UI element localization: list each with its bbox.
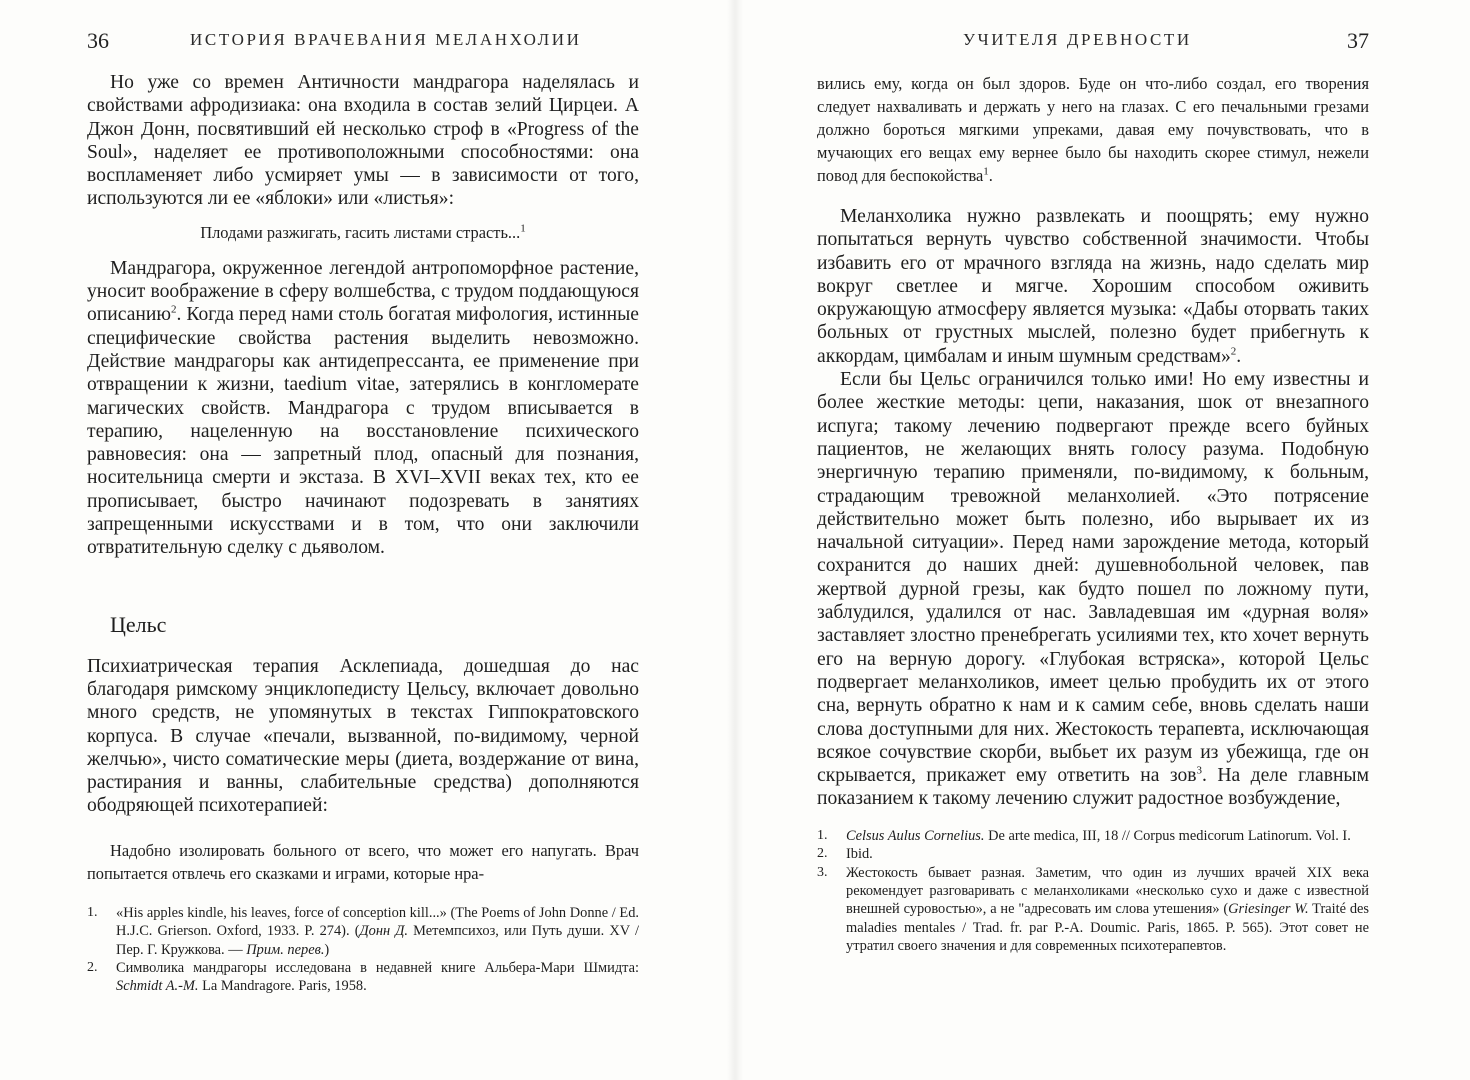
- paragraph: [817, 368, 1369, 811]
- paragraph: [87, 655, 639, 818]
- page-number: 36: [87, 28, 109, 53]
- footnote-text: Ibid.: [846, 846, 873, 863]
- footnote-text: Celsus Aulus Cornelius. De arte medica, III, 18 // Corpus medicorum Latinorum. Vol. I.: [846, 827, 1351, 844]
- footnotes: [87, 904, 639, 996]
- paragraph-text: . На деле главным показанием к такому лечению служит радостное возбуждение,: [817, 765, 1369, 810]
- right-page: [735, 0, 1470, 1080]
- footnote-ref[interactable]: 3: [1196, 764, 1203, 777]
- paragraph-text: Меланхолика нужно развлекать и поощрять; ему нужно попытаться вернуть чувство собственной значимости. Чтобы избавить его от мрачного взгляда на жизнь, надо сделать мир вокруг светлее и мягче. Хорошим способом оживить окружающую атмосферу является музыка: «Дабы оторвать таких больных от грустных мыслей, полезно будет прибегнуть к аккордам, цимбалам и иным шумным средствам»: [817, 206, 1369, 367]
- footnote-text: Жестокость бывает разная. Заметим, что один из лучших врачей XIX века рекомендует разговаривать с меланхоликами «несколько сухо и даже с известной внешней суровостью», а не "адресовать им слова утешения» (Griesinger W. Traité des maladies mentales / Trad. fr. par P.-A. Doumic. Paris, 1865. P. 565). Этот совет не утратил своего значения и для современных психотерапевтов.: [846, 864, 1370, 955]
- footnote-number: 2.: [87, 959, 98, 975]
- verse-quote: [87, 222, 639, 244]
- paragraph-text: Но уже со времен Античности мандрагора наделялась и свойствами афродизиака: она входила в состав зелий Цирцеи. А Джон Донн, посвятивший ей несколько строф в «Progress of the Soul», наделяет ее противоположными способностями: она воспламеняет либо усмиряет умы — в зависимости от того, используются ли ее «яблоки» или «листья»:: [87, 72, 639, 210]
- footnote: [817, 827, 1369, 845]
- block-quote: [817, 72, 1369, 187]
- footnote: [817, 845, 1369, 863]
- quote-text: вились ему, когда он был здоров. Буде он что-либо создал, его творения следует нахваливать и держать у него на глазах. С его печальными грезами должно бороться мягкими упреками, давая ему почувствовать, что в мучающих его вещах ему вернее было бы находить скорее стимул, нежели повод для беспокойства$^1$.: [817, 74, 1369, 185]
- section-heading: Цельс: [110, 611, 167, 637]
- verse-text: Плодами разжигать, гасить листами страсть...: [200, 222, 521, 242]
- footnote: [87, 904, 639, 959]
- footnote-text: «His apples kindle, his leaves, force of conception kill...» (The Poems of John Donne / Ed. H.J.C. Grierson. Oxford, 1933. P. 274). (Донн Д. Метемпсихоз, или Путь души. XV / Пер. Г. Кружкова. — Прим. перев.): [116, 904, 640, 958]
- footnote: [817, 864, 1369, 956]
- block-quote: [87, 839, 639, 885]
- left-page-content: [87, 71, 639, 996]
- right-page-content: [817, 71, 1369, 956]
- running-head: ИСТОРИЯ ВРАЧЕВАНИЯ МЕЛАНХОЛИИ: [190, 30, 582, 49]
- quote-text: Надобно изолировать больного от всего, что может его напугать. Врач попытается отвлечь его сказками и играми, которые нра-: [87, 840, 639, 883]
- running-head: УЧИТЕЛЯ ДРЕВНОСТИ: [963, 30, 1192, 49]
- footnote-ref[interactable]: 1: [983, 165, 989, 178]
- footnotes: [817, 827, 1369, 956]
- paragraph-text: Мандрагора, окруженное легендой антропоморфное растение, уносит воображение в сферу волшебства, с трудом поддающуюся описанию: [87, 257, 639, 326]
- footnote-number: 2.: [817, 846, 828, 862]
- footnote-text: Символика мандрагоры исследована в недавней книге Альбера-Мари Шмидта: Schmidt A.-M. La Mandragore. Paris, 1958.: [116, 959, 639, 995]
- footnote-ref[interactable]: 1: [520, 222, 526, 235]
- page-number: 37: [1347, 28, 1369, 53]
- footnote-number: 1.: [817, 827, 828, 843]
- paragraph-text: Психиатрическая терапия Асклепиада, дошедшая до нас благодаря римскому энциклопедисту Цельсу, включает довольно много средств, не упомянутых в текстах Гиппократовского корпуса. В случае «печали, вызванной, по-видимому, черной желчью», чисто соматические меры (диета, воздержание от вина, растирания и ванны, слабительные средства) дополняются ободряющей психотерапией:: [87, 655, 639, 817]
- paragraph: [87, 71, 639, 211]
- paragraph: Меланхолика нужно развлекать и поощрять; ему нужно попытаться вернуть чувство собственной значимости. Чтобы избавить его от мрачного взгляда на жизнь, надо сделать мир вокруг светлее и мягче. Хорошим способом оживить окружающую атмосферу является музыка: «Дабы оторвать таких больных от грустных мыслей, полезно будет прибегнуть к аккордам, цимбалам и иным шумным средствам»$^2$.: [817, 206, 1369, 367]
- footnote-ref[interactable]: 2: [171, 303, 177, 316]
- paragraph-text: . Когда перед нами столь богатая мифология, истинные специфические свойства растения выделить невозможно. Действие мандрагоры как антидепрессанта, ее применение при отвращении к жизни, taedium vitae, затерялись в конгломерате магических свойств. Мандрагора с трудом вписывается в терапию, нацеленную на восстановление психического равновесия: она — запретный плод, опасный для познания, носительница смерти и экстаза. В XVI–XVII веках тех, кто ее прописывает, быстро начинают подозревать в занятиях запрещенными искусствами и в том, что они заключили отвратительную сделку с дьяволом.: [87, 304, 639, 559]
- footnote-ref[interactable]: 2: [1230, 345, 1237, 358]
- footnote: [87, 959, 639, 996]
- footnote-number: 3.: [817, 864, 828, 880]
- footnote-number: 1.: [87, 904, 98, 920]
- paragraph: [87, 257, 639, 560]
- paragraph-text: Если бы Цельс ограничился только ими! Но ему известны и более жесткие методы: цепи, наказания, шок от внезапного испуга; такому лечению подвергают прежде всего буйных пациентов, не желающих внять голосу разума. Подобную энергичную терапию применяли, по-видимому, к больным, страдающим тревожной меланхолией. «Это потрясение действительно может быть полезно, ибо вырывает их из начальной ситуации». Перед нами зарождение метода, который сохранится до наших дней: душевнобольной человек, пав жертвой дурной грезы, как будто пошел по ложному пути, заблудился, удалился от нас. Завладевшая им «дурная воля» заставляет злостно пренебрегать усилиями тех, кто хочет вернуть его на верную дорогу. «Глубокая встряска», которой Цельс подвергает меланхоликов, имеет целью пробудить их от этого сна, вернуть обратно к нам и к самим себе, вновь сделать наши слова доступными для них. Жестокость терапевта, исключающая всякое сочувствие скорби, выбьет их разум из убежища, где он скрывается, прикажет ему ответить на зов: [817, 369, 1369, 787]
